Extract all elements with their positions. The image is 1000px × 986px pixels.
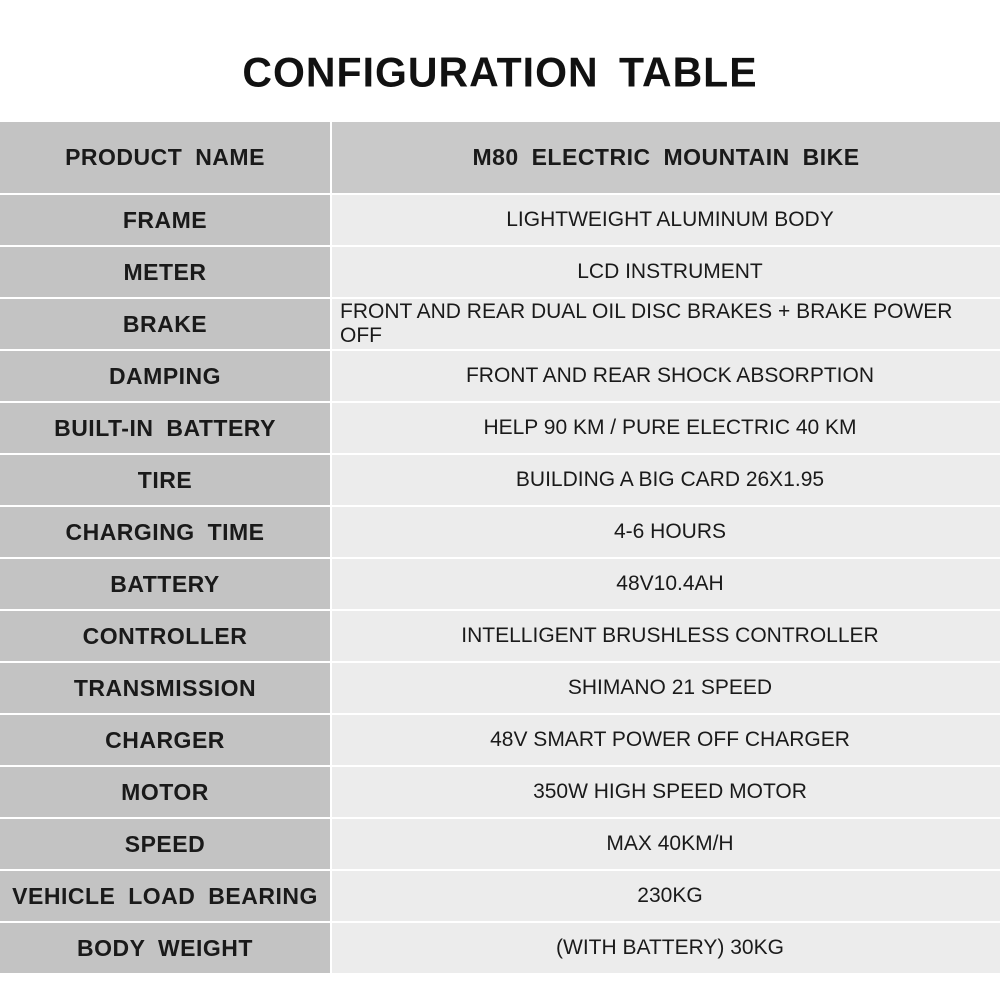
row-label-cell: BUILT-IN BATTERY — [0, 403, 330, 453]
row-label-cell: VEHICLE LOAD BEARING — [0, 871, 330, 921]
table-row — [0, 923, 1000, 973]
table-row — [0, 455, 1000, 505]
row-label-cell: BRAKE — [0, 299, 330, 349]
row-label-cell: FRAME — [0, 195, 330, 245]
table-row — [0, 299, 1000, 349]
row-value-cell: MAX 40KM/H — [332, 819, 1000, 869]
table-header-row — [0, 122, 1000, 193]
table-row — [0, 247, 1000, 297]
row-value-cell: BUILDING A BIG CARD 26X1.95 — [332, 455, 1000, 505]
row-value-cell: 48V10.4AH — [332, 559, 1000, 609]
row-value-cell: INTELLIGENT BRUSHLESS CONTROLLER — [332, 611, 1000, 661]
table-row — [0, 351, 1000, 401]
row-value-cell: LIGHTWEIGHT ALUMINUM BODY — [332, 195, 1000, 245]
table-row — [0, 715, 1000, 765]
row-value-cell: HELP 90 KM / PURE ELECTRIC 40 KM — [332, 403, 1000, 453]
table-row — [0, 403, 1000, 453]
row-label-cell: SPEED — [0, 819, 330, 869]
table-body — [0, 195, 1000, 973]
row-value-cell: SHIMANO 21 SPEED — [332, 663, 1000, 713]
header-value-cell: M80 ELECTRIC MOUNTAIN BIKE — [332, 122, 1000, 193]
row-label-cell: CONTROLLER — [0, 611, 330, 661]
row-value-cell: 4-6 HOURS — [332, 507, 1000, 557]
row-label-cell: TIRE — [0, 455, 330, 505]
table-row — [0, 611, 1000, 661]
configuration-table — [0, 122, 1000, 975]
row-label-cell: CHARGER — [0, 715, 330, 765]
row-value-cell: (WITH BATTERY) 30KG — [332, 923, 1000, 973]
table-row — [0, 559, 1000, 609]
table-row — [0, 507, 1000, 557]
row-label-cell: MOTOR — [0, 767, 330, 817]
row-label-cell: BODY WEIGHT — [0, 923, 330, 973]
row-value-cell: FRONT AND REAR SHOCK ABSORPTION — [332, 351, 1000, 401]
row-value-cell: FRONT AND REAR DUAL OIL DISC BRAKES + BRAKE POWER OFF — [332, 299, 1000, 349]
table-row — [0, 819, 1000, 869]
row-label-cell: DAMPING — [0, 351, 330, 401]
row-value-cell: 350W HIGH SPEED MOTOR — [332, 767, 1000, 817]
table-row — [0, 663, 1000, 713]
row-label-cell: BATTERY — [0, 559, 330, 609]
row-label-cell: METER — [0, 247, 330, 297]
row-value-cell: 48V SMART POWER OFF CHARGER — [332, 715, 1000, 765]
row-label-cell: CHARGING TIME — [0, 507, 330, 557]
table-row — [0, 871, 1000, 921]
row-value-cell: 230KG — [332, 871, 1000, 921]
header-label-cell: PRODUCT NAME — [0, 122, 330, 193]
page-title: CONFIGURATION TABLE — [242, 48, 758, 96]
row-label-cell: TRANSMISSION — [0, 663, 330, 713]
row-value-cell: LCD INSTRUMENT — [332, 247, 1000, 297]
table-row — [0, 195, 1000, 245]
table-row — [0, 767, 1000, 817]
